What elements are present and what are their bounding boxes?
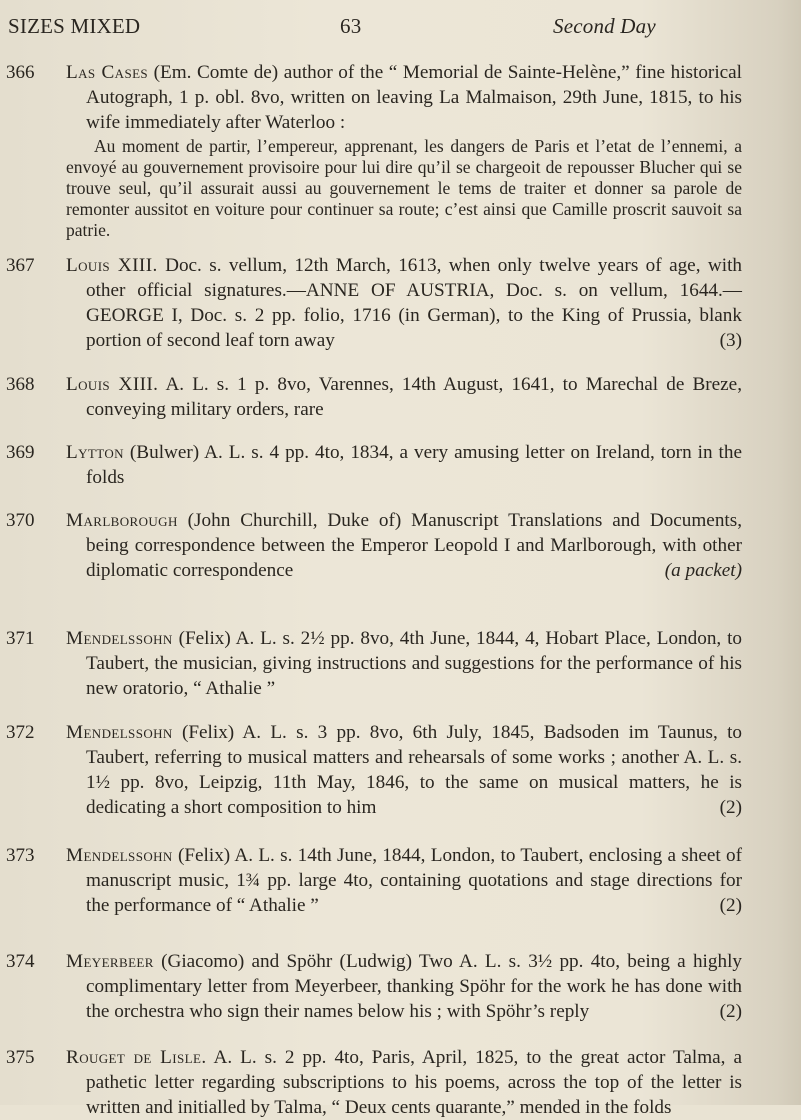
lot-number: 375 bbox=[6, 1047, 35, 1068]
lot-366 bbox=[6, 60, 742, 241]
lot-description bbox=[66, 1045, 742, 1120]
lot-name: Mendelssohn bbox=[66, 628, 173, 649]
lot-text: Doc. s. vellum, 12th March, 1613, when only twelve years of age, with other official signatures.—ANNE OF AUSTRIA, Doc. s. on vellum, 1644.—GEORGE I, Doc. s. 2 pp. folio, 1716 (in German), to the King of Prussia, blank portion of second leaf torn away bbox=[86, 255, 743, 351]
lot-number: 373 bbox=[6, 845, 35, 866]
lot-text: (Felix) A. L. s. 14th June, 1844, London, to Taubert, enclosing a sheet of manuscript music, 1¾ pp. large 4to, containing quotations and stage directions for the performance of “ Athalie ” bbox=[86, 845, 742, 916]
lot-text: A. L. s. 2 pp. 4to, Paris, April, 1825, to the great actor Talma, a pathetic letter regarding subscriptions to his poems, across the top of the letter is written and initialled by Talma, “ Deux cents quarante,” mended in the folds bbox=[86, 1047, 742, 1118]
lot-quantity: (2) bbox=[719, 797, 742, 818]
lot-372 bbox=[6, 720, 742, 820]
lot-369 bbox=[6, 440, 742, 490]
lot-quantity: (2) bbox=[719, 895, 742, 916]
lot-text: (Bulwer) A. L. s. 4 pp. 4to, 1834, a very amusing letter on Ireland, torn in the folds bbox=[86, 442, 742, 488]
lot-text: (Giacomo) and Spöhr (Ludwig) Two A. L. s. 3½ pp. 4to, being a highly complimentary letter from Meyerbeer, thanking Spöhr for the work he has done with the orchestra who sign their names below his ; with Spöhr’s reply bbox=[86, 951, 742, 1022]
lot-number: 371 bbox=[6, 628, 35, 649]
page-header bbox=[8, 14, 761, 40]
lot-number: 366 bbox=[6, 62, 35, 83]
lot-description bbox=[66, 440, 742, 490]
lot-description bbox=[66, 60, 742, 135]
lot-quantity: (a packet) bbox=[664, 560, 742, 581]
lot-number: 368 bbox=[6, 374, 35, 395]
lot-name: Las Cases bbox=[66, 62, 149, 83]
lot-description bbox=[66, 626, 742, 701]
lot-name: Mendelssohn bbox=[66, 845, 173, 866]
lot-375 bbox=[6, 1045, 742, 1120]
lot-text: (Felix) A. L. s. 2½ pp. 8vo, 4th June, 1844, 4, Hobart Place, London, to Taubert, the musician, giving instructions and suggestions for the performance of his new oratorio, “ Athalie ” bbox=[86, 628, 743, 699]
lot-name: Marlborough bbox=[66, 510, 178, 531]
lot-name: Rouget de Lisle. bbox=[66, 1047, 207, 1068]
lot-367 bbox=[6, 253, 742, 353]
header-day-label: Second Day bbox=[553, 14, 656, 38]
lot-description bbox=[66, 843, 742, 918]
lot-name: Louis XIII. bbox=[66, 374, 159, 395]
lot-name: Mendelssohn bbox=[66, 722, 173, 743]
lot-description bbox=[66, 508, 742, 583]
lot-description bbox=[66, 949, 742, 1024]
lot-368 bbox=[6, 372, 742, 422]
lot-quantity: (2) bbox=[719, 1001, 742, 1022]
lot-description bbox=[66, 372, 742, 422]
lot-text: (Em. Comte de) author of the “ Memorial de Sainte-Helène,” fine historical Autograph, 1 p. obl. 8vo, written on leaving La Malmaison, 29th June, 1815, to his wife immediately after Waterloo : bbox=[86, 62, 743, 133]
header-section-title: SIZES MIXED bbox=[8, 14, 141, 38]
lot-quantity: (3) bbox=[719, 330, 742, 351]
lot-number: 367 bbox=[6, 255, 35, 276]
page-number: 63 bbox=[340, 14, 362, 38]
lot-name: Louis XIII. bbox=[66, 255, 158, 276]
lot-text: (Felix) A. L. s. 3 pp. 8vo, 6th July, 1845, Badsoden im Taunus, to Taubert, referring to musical matters and rehearsals of some works ; another A. L. s. 1½ pp. 8vo, Leipzig, 11th May, 1846, to the same on musical matters, he is dedicating a short composition to him bbox=[86, 722, 742, 818]
lot-number: 372 bbox=[6, 722, 35, 743]
lot-370 bbox=[6, 508, 742, 583]
lot-description bbox=[66, 253, 742, 353]
lot-374 bbox=[6, 949, 742, 1024]
lot-371 bbox=[6, 626, 742, 701]
lot-text: A. L. s. 1 p. 8vo, Varennes, 14th August, 1641, to Marechal de Breze, conveying military orders, rare bbox=[86, 374, 742, 420]
lot-number: 370 bbox=[6, 510, 35, 531]
lot-number: 374 bbox=[6, 951, 35, 972]
lot-373 bbox=[6, 843, 742, 918]
lot-name: Lytton bbox=[66, 442, 124, 463]
lot-quotation: Au moment de partir, l’empereur, apprenant, les dangers de Paris et l’etat de l’ennemi, a envoyé au gouvernement provisoire pour lui dire qu’il se chargeoit de repousser Blucher qui se trouve seul, qu’il assurait aussi au gouvernement le tems de traiter et donner sa parole de remonter aussitot en voiture pour continuer sa route; c’est ainsi que Camille proscrit sauvoit sa patrie. bbox=[66, 136, 742, 240]
lot-text: (John Churchill, Duke of) Manuscript Translations and Documents, being correspondence between the Emperor Leopold I and Marlborough, with other diplomatic correspondence bbox=[86, 510, 743, 581]
lot-description bbox=[66, 720, 742, 820]
lot-number: 369 bbox=[6, 442, 35, 463]
lot-name: Meyerbeer bbox=[66, 951, 154, 972]
